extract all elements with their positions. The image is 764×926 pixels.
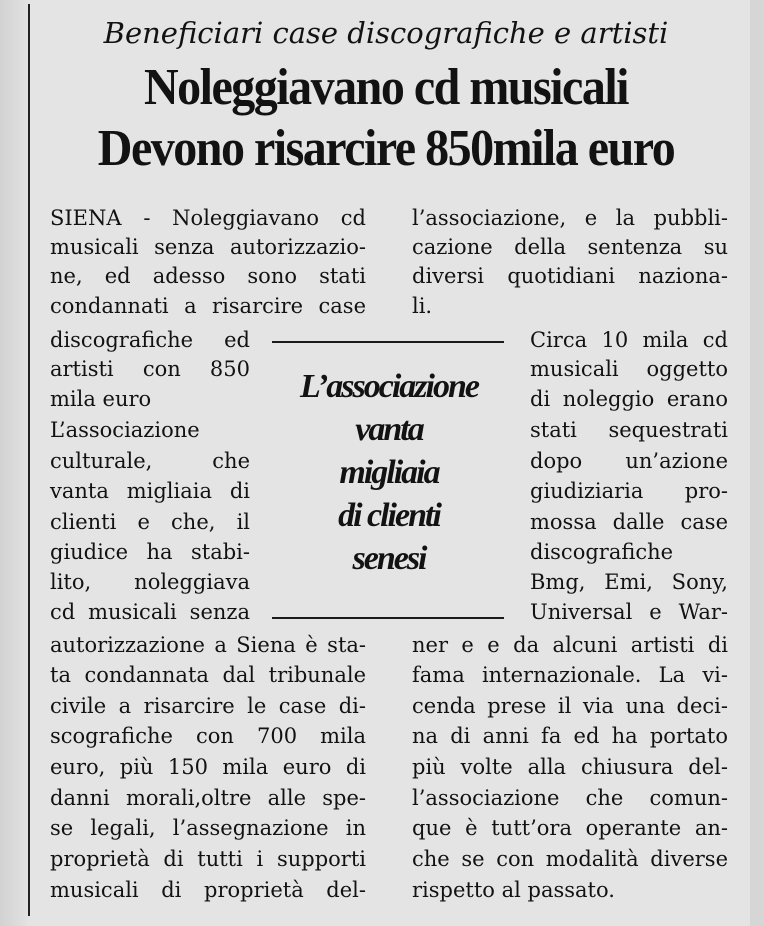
body-line: autorizzazione a Siena è sta-	[50, 633, 366, 657]
body-line: discografiche	[530, 540, 674, 564]
body-line: diversi quotidiani naziona-	[412, 264, 728, 288]
body-line: giudice ha stabi-	[50, 540, 250, 564]
body-line: que è tutt’ora operante an-	[412, 816, 728, 840]
headline-line-1: Noleggiavano cd musicali	[143, 58, 628, 117]
body-line: vanta migliaia di	[50, 479, 250, 503]
scan-margin-left	[0, 0, 28, 926]
pullquote-rule-bottom	[272, 617, 504, 619]
body-line: se legali, l’assegnazione in	[50, 816, 366, 840]
body-line: artisti con 850	[50, 357, 250, 381]
pullquote-line: senesi	[352, 540, 426, 577]
body-line: Bmg, Emi, Sony,	[530, 570, 728, 594]
body-line: l’associazione che comun-	[412, 786, 728, 810]
body-line: civile a risarcire le case di-	[50, 694, 366, 718]
pullquote-line: vanta	[355, 411, 423, 448]
body-line: scografiche con 700 mila	[50, 724, 366, 748]
pullquote	[264, 365, 514, 580]
body-line: ner e e da alcuni artisti di	[412, 633, 728, 657]
pullquote-line: L’associazione	[300, 368, 478, 405]
body-line: stati sequestrati	[530, 418, 728, 442]
body-line: Circa 10 mila cd	[530, 328, 728, 352]
body-line: di noleggio erano	[530, 387, 728, 411]
body-line: musicali di proprietà del-	[50, 878, 366, 902]
body-line: fama internazionale. La vi-	[412, 663, 728, 687]
body-line: giudiziaria pro-	[530, 479, 728, 503]
body-line: discografiche ed	[50, 328, 250, 352]
body-line: cenda prese il via una deci-	[412, 694, 728, 718]
body-line: l’associazione, e la pubbli-	[412, 206, 728, 230]
body-line: lito, noleggiava	[50, 570, 250, 594]
body-line: L’associazione	[50, 418, 200, 442]
body-line: Universal e War-	[530, 600, 728, 624]
body-line: ne, ed adesso sono stati	[50, 264, 366, 288]
body-line: euro, più 150 mila euro di	[50, 755, 366, 779]
body-line: danni morali,oltre alle spe-	[50, 786, 366, 810]
scan-margin-right	[750, 0, 764, 926]
body-line: culturale, che	[50, 449, 250, 473]
pullquote-line: di clienti	[338, 497, 440, 534]
body-line: dopo un’azione	[530, 449, 728, 473]
body-line: musicali senza autorizzazio-	[50, 235, 366, 259]
column-border-rule	[28, 4, 30, 916]
headline-line-2: Devono risarcire 850mila euro	[97, 119, 675, 178]
body-line: musicali oggetto	[530, 357, 728, 381]
body-line: mila euro	[50, 387, 152, 411]
body-line: che se con modalità diverse	[412, 847, 728, 871]
body-line: condannati a risarcire case	[50, 294, 366, 318]
pullquote-line: migliaia	[339, 454, 439, 491]
body-line: li.	[412, 294, 433, 318]
body-line: proprietà di tutti i supporti	[50, 847, 366, 871]
body-line: più volte alla chiusura del-	[412, 755, 728, 779]
kicker: Beneficiari case discografiche e artisti	[103, 16, 669, 50]
body-line: mossa dalle case	[530, 510, 728, 534]
body-line: rispetto al passato.	[412, 878, 615, 902]
body-line: na di anni fa ed ha portato	[412, 724, 728, 748]
body-line: cazione della sentenza su	[412, 235, 728, 259]
body-line: cd musicali senza	[50, 600, 250, 624]
body-line: SIENA - Noleggiavano cd	[50, 206, 366, 230]
body-line: ta condannata dal tribunale	[50, 663, 366, 687]
body-line: clienti e che, il	[50, 510, 250, 534]
pullquote-rule-top	[272, 341, 504, 343]
